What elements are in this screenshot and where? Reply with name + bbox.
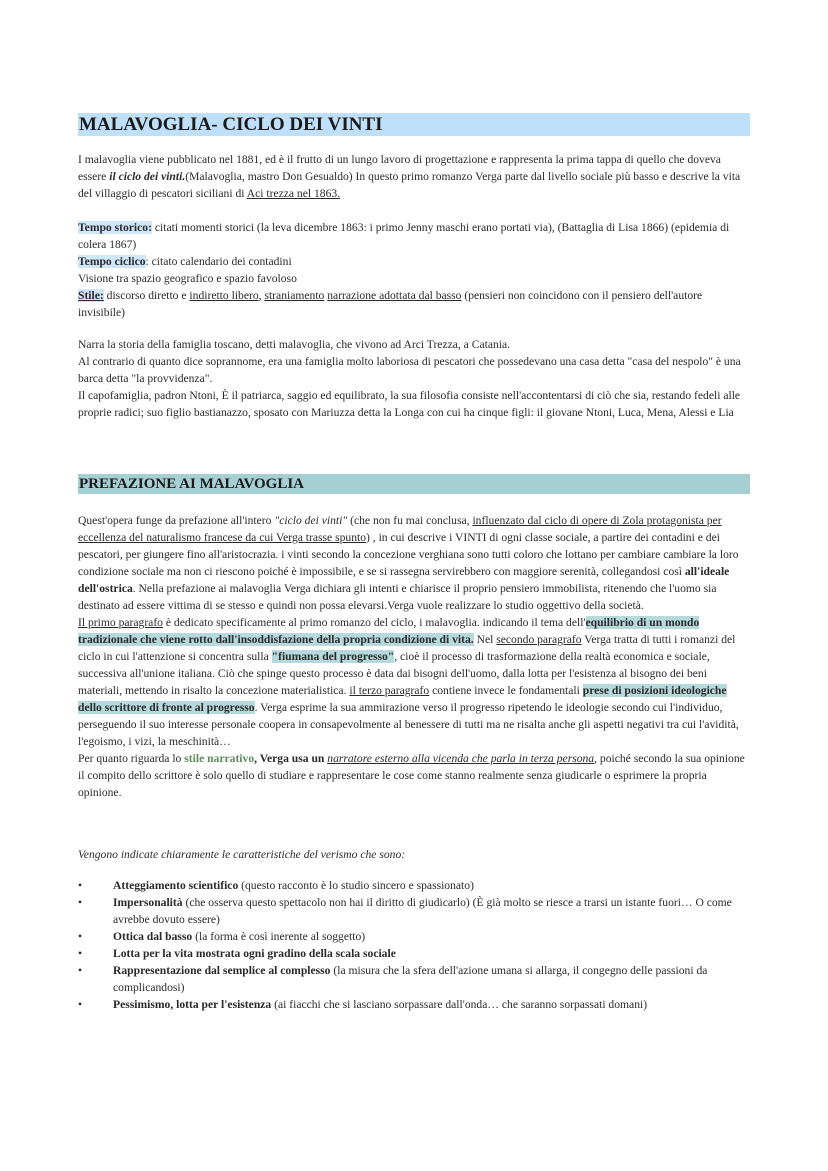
intro-text-2: (Malavoglia, mastro Don Gesualdo) In questo primo romanzo Verga parte dal livello sociale più basso e descrive la vita del villaggio di pescatori siciliani di (78, 170, 741, 200)
pref-ostrica: all'ideale dell'ostrica (78, 565, 730, 595)
secondo-paragrafo: secondo paragrafo (496, 633, 582, 646)
pref-b-text-5: contiene invece le fondamentali (429, 684, 583, 697)
bullet-text: (che osserva questo spettacolo non hai il diritto di giudicarlo) (È già molto se riesce a trarsi un istante fuori… O come avrebbe dovuto essere) (113, 896, 732, 926)
stile-text: discorso diretto e (103, 289, 190, 302)
section-heading-prefazione: PREFAZIONE AI MALAVOGLIA (78, 474, 750, 494)
story-p2: Al contrario di quanto dice soprannome, era una famiglia molto laboriosa di pescatori che possedevano una casa detta "casa del nespolo" è una barca detta "la provvidenza". (78, 355, 741, 385)
pref-text-3: ) , in cui descrive i VINTI di ogni classe sociale, a partire dei contadini e dei pescatori, per giungere fino all'aristocrazia. i vinti secondo la concezione verghiana sono tutti coloro che lottano per cambiare cambiare la loro condizione sociale ma non ci riescono poiché è impossibile, e se si rassegna servirebbero con maggiore serenità, collegandosi così (78, 531, 739, 578)
pref-zola: influenzato dal ciclo di opere di Zola protagonista per eccellenza del naturalismo francese da cui Verga trasse spunto (78, 514, 722, 544)
intro-text: I malavoglia viene pubblicato nel 1881, ed è il frutto di un lungo lavoro di progettazione e rappresenta la prima tappa di quello che doveva essere (78, 153, 721, 183)
verismo-intro: Vengono indicate chiaramente le caratteristiche del verismo che sono: (78, 848, 406, 861)
pref-text-2: (che non fu mai conclusa, (347, 514, 473, 527)
stile-label: Stile: (78, 289, 104, 302)
list-item (78, 894, 750, 928)
primo-paragrafo: Il primo paragrafo (78, 616, 163, 629)
terzo-paragrafo: il terzo paragrafo (349, 684, 430, 697)
pref-prese: prese di posizioni ideologiche dello scrittore di fronte al progresso (78, 684, 727, 714)
list-item (78, 945, 750, 962)
tempo-storico-text: citati momenti storici (la leva dicembre 1863: i primo Jenny maschi erano portati via), (Battaglia di Lisa 1866) (epidemia di colera 1867) (78, 221, 730, 251)
list-item (78, 877, 750, 894)
bullet: • (78, 964, 83, 977)
pref-c-text-2: , Verga usa un (254, 752, 328, 765)
list-item (78, 996, 750, 1013)
pref-equilibrio: equilibrio di un mondo tradizionale che viene rotto dall'insoddisfazione della propria condizione di vita. (78, 616, 700, 646)
bullet: • (78, 879, 83, 892)
intro-place: Aci trezza nel 1863. (246, 187, 341, 200)
story-block (78, 336, 750, 421)
bullet-bold: Rappresentazione dal semplice al complesso (113, 964, 331, 977)
bullet: • (78, 998, 83, 1011)
stile-narrativo: stile narrativo (184, 752, 255, 765)
bullet-text: (la misura che la sfera dell'azione umana si allarga, il congegno delle passioni da complicandosi) (113, 964, 708, 994)
bullet: • (78, 896, 83, 909)
bullet-bold: Atteggiamento scientifico (113, 879, 239, 892)
pref-b-text-4: , cioè il processo di trasformazione della realtà economica e sociale, successiva all'unione italiana. Ciò che spinge questo processo è data dai bisogni dell'uomo, dalla lotta per l'esistenza al bisogno dei beni materiali, mettendo in risalto la concezione materialistica. (78, 650, 710, 697)
bullet-bold: Lotta per la vita mostrata ogni gradino della scala sociale (113, 947, 396, 960)
bullet-text: (ai fiacchi che si lasciano sorpassare dall'onda… che saranno sorpassati domani) (271, 998, 648, 1011)
pref-b-text-2: Nel (473, 633, 497, 646)
pref-ciclo: "ciclo dei vinti" (274, 514, 348, 527)
bullet-bold: Pessimismo, lotta per l'esistenza (113, 998, 272, 1011)
tempo-storico-label: Tempo storico: (78, 221, 152, 234)
story-p3: Il capofamiglia, padron Ntoni, È il patriarca, saggio ed equilibrato, la sua filosofia consiste nell'accontentarsi di ciò che sia, restando fedeli alle proprie radici; suo figlio bastianazzo, sposato con Mariuzza detta la Longa con cui ha cinque figli: il giovane Ntoni, Luca, Mena, Alessi e Lia (78, 389, 741, 419)
stile-narrazione: narrazione adottata dal basso (327, 289, 462, 302)
prefazione-block (78, 512, 750, 801)
info-block (78, 219, 750, 321)
list-item (78, 962, 750, 996)
pref-c-text-3: , poiché secondo la sua opinione il compito dello scrittore è solo quello di studiare e rappresentare le cose come stanno realmente senza giudicarle o esprimere la propria opinione. (78, 752, 745, 799)
visione-line: Visione tra spazio geografico e spazio favoloso (78, 272, 297, 285)
bullet: • (78, 947, 83, 960)
tempo-ciclico-text: : citato calendario dei contadini (145, 255, 292, 268)
page-title: MALAVOGLIA- CICLO DEI VINTI (78, 113, 750, 136)
verismo-list (78, 877, 750, 1013)
stile-straniamento: straniamento (264, 289, 325, 302)
tempo-ciclico-label: Tempo ciclico (78, 255, 146, 268)
pref-text: Quest'opera funge da prefazione all'intero (78, 514, 275, 527)
bullet: • (78, 930, 83, 943)
list-item (78, 928, 750, 945)
bullet-bold: Impersonalità (113, 896, 183, 909)
pref-b-text: è dedicato specificamente al primo romanzo del ciclo, i malavoglia. indicando il tema dell' (162, 616, 586, 629)
bullet-text: (la forma è così inerente al soggetto) (192, 930, 366, 943)
pref-c-text: Per quanto riguarda lo (78, 752, 185, 765)
pref-text-4: . Nella prefazione ai malavoglia Verga dichiara gli intenti e chiarisce il proprio pensiero immobilista, ritenendo che l'uomo sia destinato ad essere vittima di se stesso e quindi non possa elevarsi.Verga vuole realizzare lo studio oggettivo della società. (78, 582, 717, 612)
bullet-text: (questo racconto è lo studio sincero e spassionato) (238, 879, 474, 892)
narratore-esterno: narratore esterno alla vicenda che parla in terza persona (327, 752, 595, 765)
pref-b-text-6: . Verga esprime la sua ammirazione verso il progresso ripetendo le ideologie secondo cui l'individuo, perseguendo il suo interesse personale coopera in consapevolmente al benessere di tutti ma ne risalta anche gli aspetti negativi tra cui l'avidità, l'egoismo, i vizi, la meschinità… (78, 701, 739, 748)
stile-tail: (pensieri non coincidono con il pensiero dell'autore invisibile) (78, 289, 703, 319)
story-p1: Narra la storia della famiglia toscano, detti malavoglia, che vivono ad Arci Trezza, a Catania. (78, 338, 511, 351)
pref-fiumana: "fiumana del progresso" (271, 650, 395, 663)
pref-b-text-3: Verga tratta di tutti i romanzi del ciclo in cui l'attenzione si concentra sulla (78, 633, 736, 663)
stile-indiretto: indiretto libero (189, 289, 259, 302)
stile-sep: , (258, 289, 265, 302)
intro-ciclo: il ciclo dei vinti. (109, 170, 186, 183)
bullet-bold: Ottica dal basso (113, 930, 193, 943)
intro-paragraph (78, 151, 750, 202)
